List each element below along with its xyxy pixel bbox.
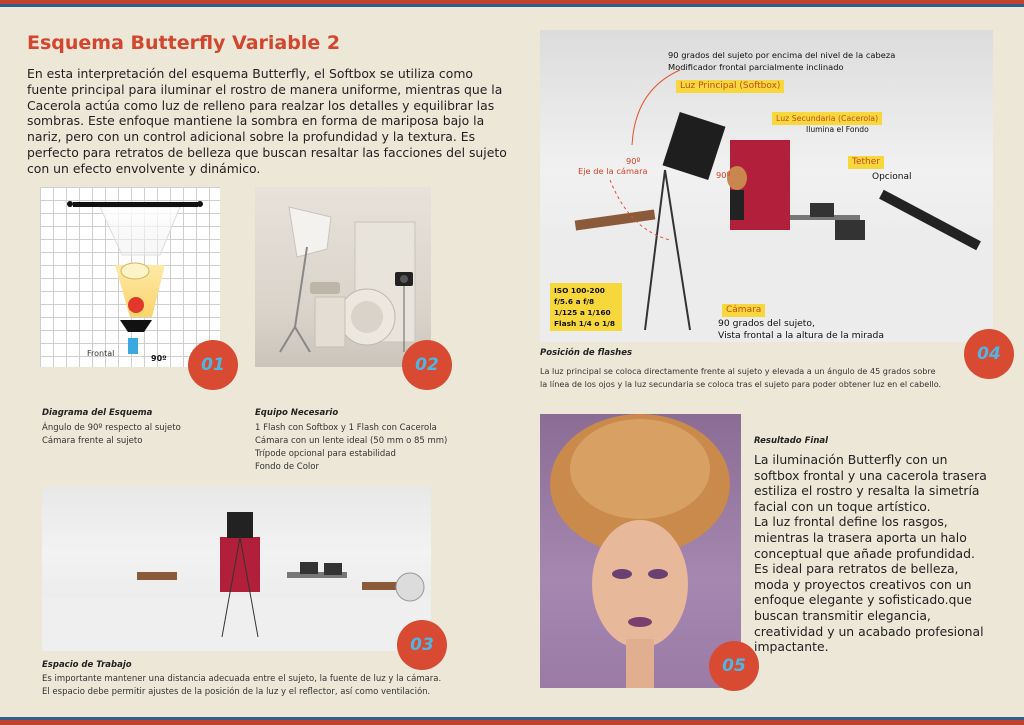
caption-line: La luz principal se coloca directamente frente al sujeto y elevada a un ángulo de 45 grados sobre	[540, 366, 936, 376]
axis-angle-label: 90º	[626, 156, 641, 166]
caption-line: Cámara con un lente ideal (50 mm o 85 mm)	[255, 436, 448, 446]
camera-note-2: Vista frontal a la altura de la mirada	[718, 330, 885, 341]
flashes-caption-title: Posición de flashes	[540, 348, 633, 358]
diagram-caption	[42, 422, 181, 448]
workspace-caption-title: Espacio de Trabajo	[42, 660, 132, 670]
secondary-light-note: Ilumina el Fondo	[806, 125, 869, 134]
frontal-label: Frontal	[87, 349, 115, 358]
workspace-caption	[42, 673, 441, 699]
caption-line: Fondo de Color	[255, 462, 319, 472]
workspace-illustration	[42, 487, 431, 651]
setting-aperture: f/5.6 a f/8	[554, 297, 595, 306]
badge-05: 05	[709, 641, 759, 691]
setting-flash: Flash 1/4 o 1/8	[554, 319, 615, 328]
result-text-body: La iluminación Butterfly con un softbox frontal y una cacerola trasera estiliza el rostro y resalta la simetría facial con un toque artístico. La luz frontal define los rasgos, mientras la trasera aporta un halo conceptual que añade profundidad. Es ideal para retratos de belleza, moda y proyectos creativos con un enfoque elegante y sofisticado.que buscan transmitir elegancia, creatividad y un acabado profesional impactante.	[754, 452, 987, 655]
caption-line: El espacio debe permitir ajustes de la posición de la luz y el reflector, así como ventilación.	[42, 687, 431, 697]
result-portrait	[540, 414, 741, 688]
bottom-stripe-red	[0, 720, 1024, 725]
caption-line: Es importante mantener una distancia adecuada entre el sujeto, la fuente de luz y la cámara.	[42, 674, 442, 684]
badge-01: 01	[188, 340, 238, 390]
secondary-light-tag: Luz Secundaria (Cacerola)	[772, 112, 882, 125]
equipment-caption	[255, 422, 447, 474]
page-title: Esquema Butterfly Variable 2	[27, 32, 341, 54]
caption-line: la línea de los ojos y la luz secundaria se coloca tras el sujeto para poder obtener luz en el cabello.	[540, 379, 942, 389]
badge-04: 04	[964, 329, 1014, 379]
portrait-illustration	[540, 414, 741, 688]
caption-line: Cámara frente al sujeto	[42, 436, 143, 446]
camera-tag: Cámara	[722, 304, 765, 317]
camera-note-1: 90 grados del sujeto,	[718, 318, 815, 329]
small-angle-label: 90º	[716, 170, 731, 180]
angle-label: 90º	[151, 354, 167, 363]
main-light-tag: Luz Principal (Softbox)	[676, 80, 784, 93]
result-text	[754, 452, 996, 655]
equipment-photo	[255, 187, 431, 367]
studio-note-top-1: 90 grados del sujeto por encima del nivel de la cabeza	[668, 50, 896, 60]
top-stripe-blue	[0, 4, 1024, 7]
camera-settings-box	[550, 283, 622, 331]
caption-line: Ángulo de 90º respecto al sujeto	[42, 423, 181, 433]
result-caption-title: Resultado Final	[754, 436, 829, 446]
intro-paragraph: En esta interpretación del esquema Butterfly, el Softbox se utiliza como fuente principal para iluminar el rostro de manera uniforme, mientras que la Cacerola actúa como luz de relleno para realzar los detalles y equilibrar las sombras. Este enfoque mantiene la sombra en forma de mariposa bajo la nariz, pero con un control adicional sobre la profundidad y la textura. Es perfecto para retratos de belleza que buscan resaltar las facciones del sujeto con un efecto envolvente y dinámico.	[27, 66, 507, 176]
studio-note-top-2: Modificador frontal parcialmente inclinado	[668, 62, 844, 72]
diagram-drawing	[40, 187, 220, 367]
caption-line: Trípode opcional para estabilidad	[255, 449, 396, 459]
tether-note: Opcional	[872, 172, 912, 182]
equipment-illustration	[255, 187, 431, 367]
diagram-caption-title: Diagrama del Esquema	[42, 408, 153, 418]
camera-axis-label: Eje de la cámara	[578, 166, 648, 176]
badge-02: 02	[402, 340, 452, 390]
equipment-caption-title: Equipo Necesario	[255, 408, 339, 418]
flashes-caption	[540, 365, 941, 391]
caption-line: 1 Flash con Softbox y 1 Flash con Cacerola	[255, 423, 437, 433]
workspace-photo	[42, 487, 431, 651]
lighting-diagram	[40, 187, 220, 367]
badge-03: 03	[397, 620, 447, 670]
tether-tag: Tether	[848, 156, 884, 169]
setting-shutter: 1/125 a 1/160	[554, 308, 611, 317]
setting-iso: ISO 100-200	[554, 286, 605, 295]
